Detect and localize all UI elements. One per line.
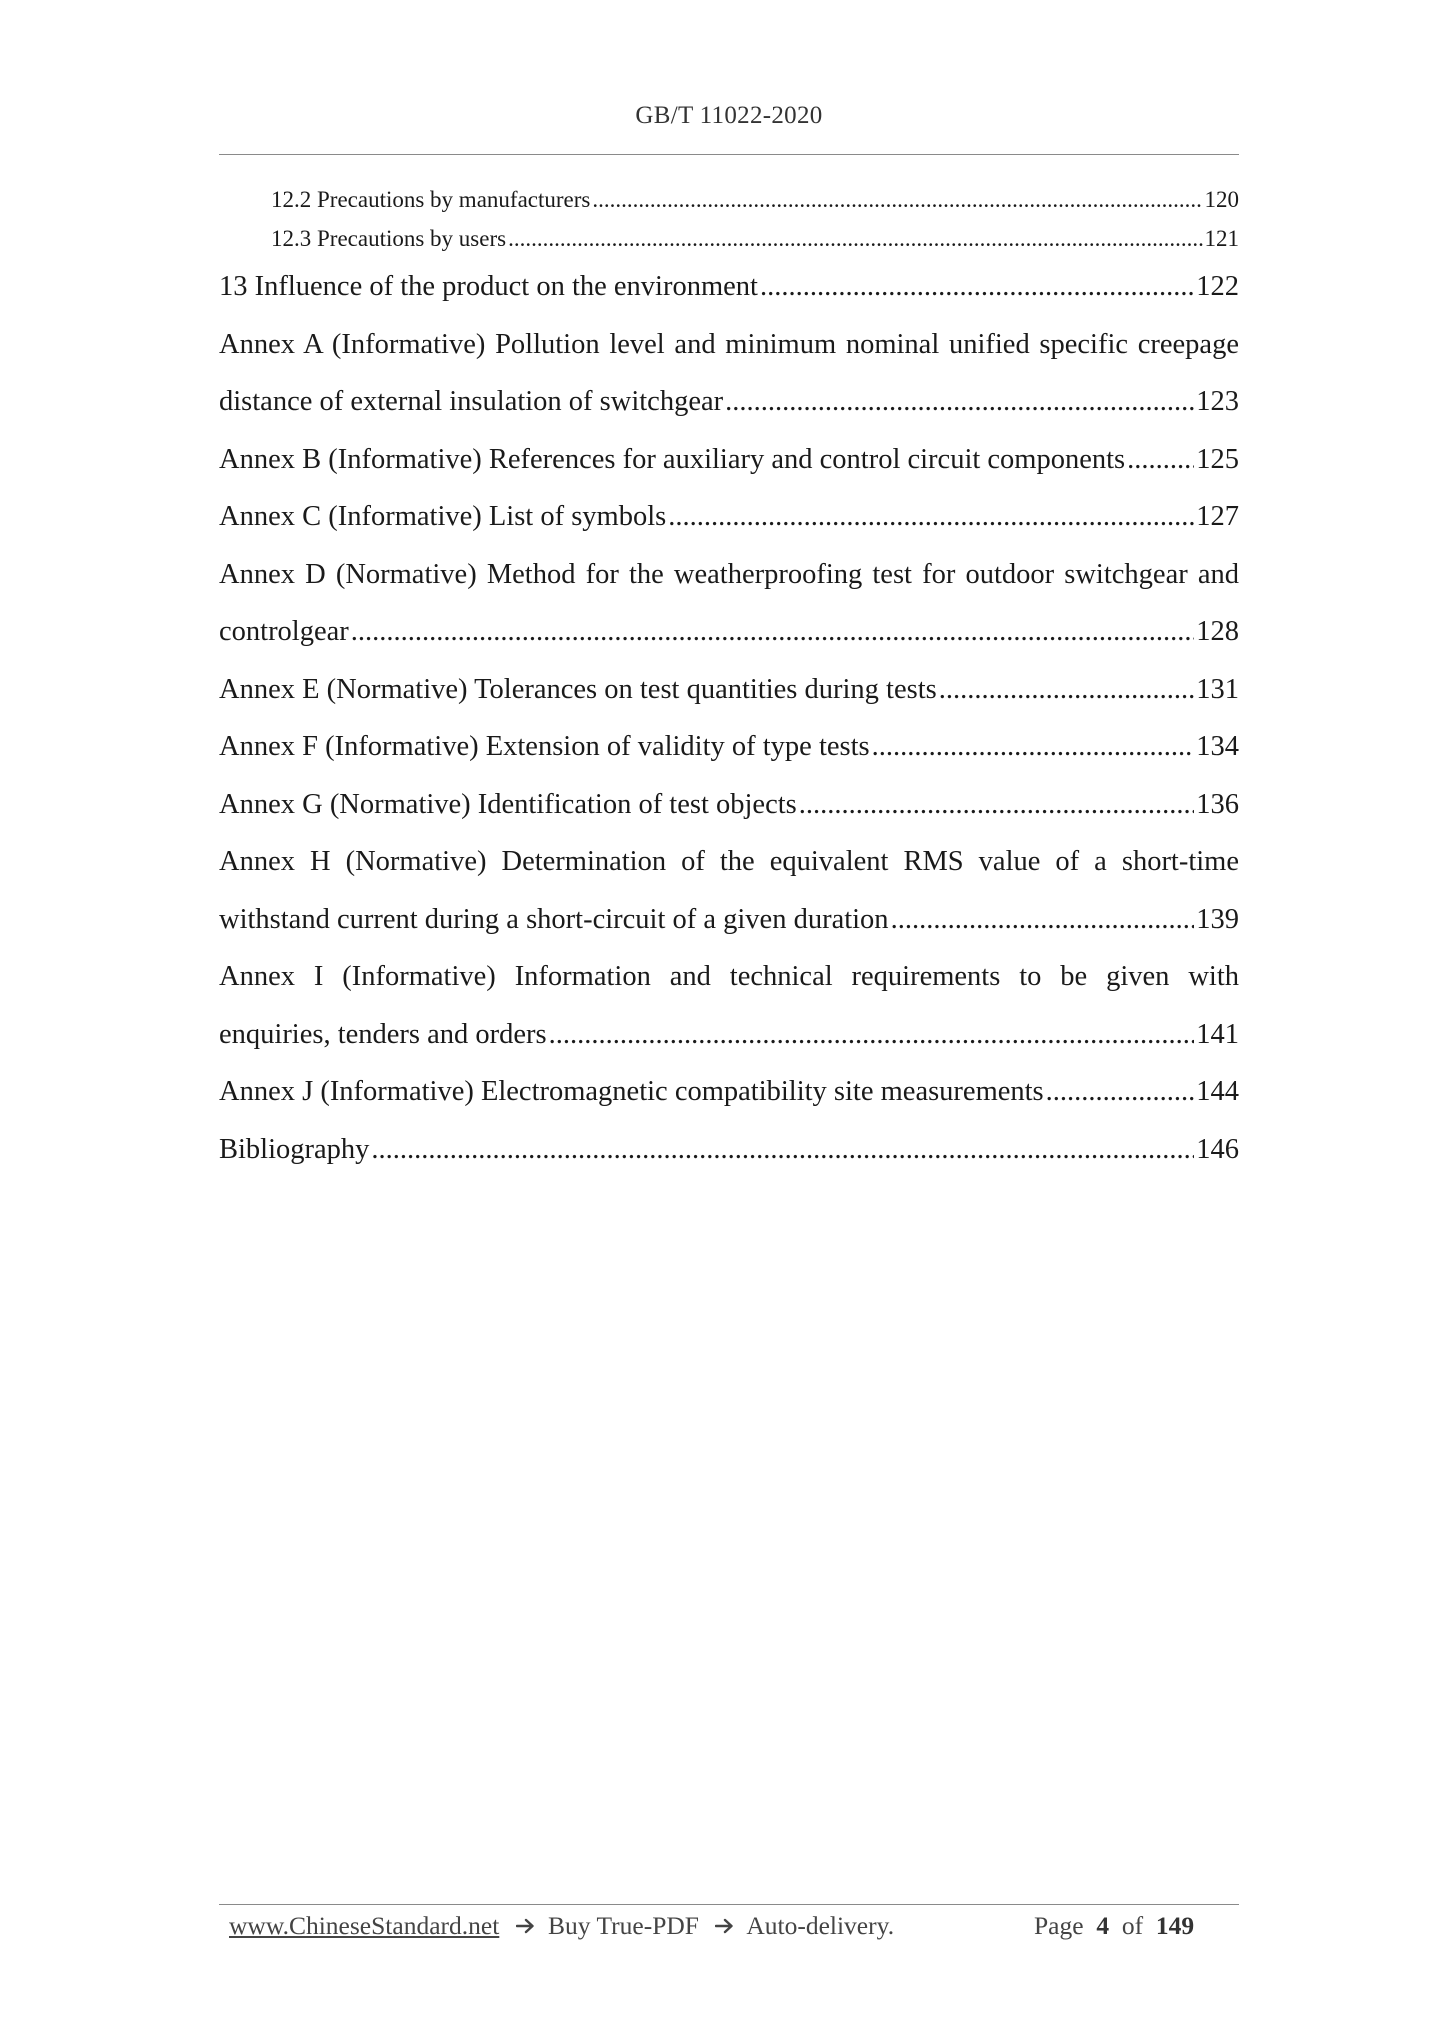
toc-entry-title: distance of external insulation of switchgear (219, 386, 724, 417)
toc-entry[interactable] (219, 1063, 1239, 1121)
toc-leader-dots (351, 603, 1194, 661)
toc-entry-page: 127 (1196, 501, 1239, 532)
toc-entry-page: 134 (1196, 731, 1239, 762)
page-current: 4 (1096, 1911, 1110, 1940)
toc-entry[interactable] (219, 488, 1239, 546)
footer-divider (219, 1904, 1239, 1905)
toc-leader-dots (939, 661, 1195, 719)
toc-leader-dots (508, 219, 1202, 258)
toc-entry-first-line[interactable]: Annex A (Informative) Pollution level and minimum nominal unified specific creepage (219, 328, 1239, 360)
toc-entry-title: 12.3 Precautions by users (271, 226, 507, 251)
toc-entry-page: 144 (1196, 1076, 1239, 1107)
toc-leader-dots (760, 258, 1194, 316)
toc-leader-dots (1046, 1063, 1195, 1121)
header-divider (219, 154, 1239, 155)
toc-entry-title: Annex F (Informative) Extension of validity of type tests (219, 731, 870, 762)
toc-leader-dots (668, 488, 1194, 546)
table-of-contents (219, 180, 1239, 1178)
toc-entry-page: 125 (1196, 443, 1239, 475)
toc-entry[interactable] (219, 373, 1239, 431)
page-label: Page (1034, 1911, 1084, 1940)
toc-entry-title: Annex E (Normative) Tolerances on test quantities during tests (219, 673, 937, 705)
toc-entry-page: 120 (1204, 187, 1239, 212)
toc-entry[interactable] (219, 431, 1239, 489)
toc-entry[interactable] (219, 1006, 1239, 1064)
toc-entry-page: 139 (1196, 903, 1239, 935)
toc-leader-dots (891, 891, 1195, 949)
toc-entry-page: 123 (1196, 386, 1239, 417)
toc-leader-dots (725, 373, 1194, 431)
toc-entry-title: withstand current during a short-circuit of a given duration (219, 903, 889, 935)
toc-entry-page: 146 (1196, 1133, 1239, 1165)
toc-entry-page: 136 (1196, 788, 1239, 820)
footer-step-buy: Buy True-PDF (548, 1911, 699, 1940)
page-header-title: GB/T 11022-2020 (635, 102, 823, 129)
toc-entry-title: Annex B (Informative) References for auxiliary and control circuit components (219, 443, 1126, 475)
toc-entry[interactable] (219, 776, 1239, 834)
toc-entry[interactable] (219, 718, 1239, 776)
toc-entry[interactable] (219, 180, 1239, 219)
toc-entry[interactable] (219, 891, 1239, 949)
right-arrow-icon (715, 1911, 735, 1941)
toc-entry[interactable] (219, 603, 1239, 661)
toc-entry-title: 12.2 Precautions by manufacturers (271, 187, 591, 212)
toc-entry-first-line[interactable]: Annex H (Normative) Determination of the equivalent RMS value of a short-time (219, 846, 1239, 877)
page-indicator (1034, 1911, 1194, 1941)
toc-leader-dots (371, 1121, 1194, 1179)
toc-entry-page: 121 (1204, 226, 1239, 251)
toc-entry-page: 141 (1196, 1018, 1239, 1050)
right-arrow-icon (516, 1911, 536, 1941)
toc-entry-page: 122 (1196, 271, 1239, 302)
toc-entry[interactable] (219, 1121, 1239, 1179)
toc-entry-first-line[interactable]: Annex D (Normative) Method for the weatherproofing test for outdoor switchgear and (219, 558, 1239, 590)
toc-entry-title: enquiries, tenders and orders (219, 1018, 547, 1050)
toc-leader-dots (1127, 431, 1194, 489)
toc-entry-title: Annex G (Normative) Identification of test objects (219, 788, 797, 820)
toc-entry-title: 13 Influence of the product on the environment (219, 271, 758, 302)
toc-leader-dots (799, 776, 1195, 834)
toc-entry[interactable] (219, 661, 1239, 719)
footer-step-delivery: Auto-delivery. (746, 1911, 895, 1940)
toc-entry-title: Annex C (Informative) List of symbols (219, 501, 667, 532)
footer-promo (229, 1911, 894, 1941)
page-of-label: of (1121, 1911, 1144, 1940)
toc-leader-dots (872, 718, 1195, 776)
toc-entry-title: controlgear (219, 616, 349, 647)
toc-entry-page: 131 (1196, 673, 1239, 705)
toc-leader-dots (592, 180, 1202, 219)
toc-entry[interactable] (219, 258, 1239, 316)
toc-entry-page: 128 (1196, 616, 1239, 647)
toc-entry[interactable] (219, 219, 1239, 258)
toc-entry-first-line[interactable]: Annex I (Informative) Information and technical requirements to be given with (219, 961, 1239, 992)
toc-entry-title: Annex J (Informative) Electromagnetic compatibility site measurements (219, 1076, 1044, 1107)
website-link[interactable]: www.ChineseStandard.net (229, 1911, 500, 1940)
page-total: 149 (1155, 1911, 1195, 1940)
toc-entry-title: Bibliography (219, 1133, 370, 1165)
toc-leader-dots (549, 1006, 1195, 1064)
